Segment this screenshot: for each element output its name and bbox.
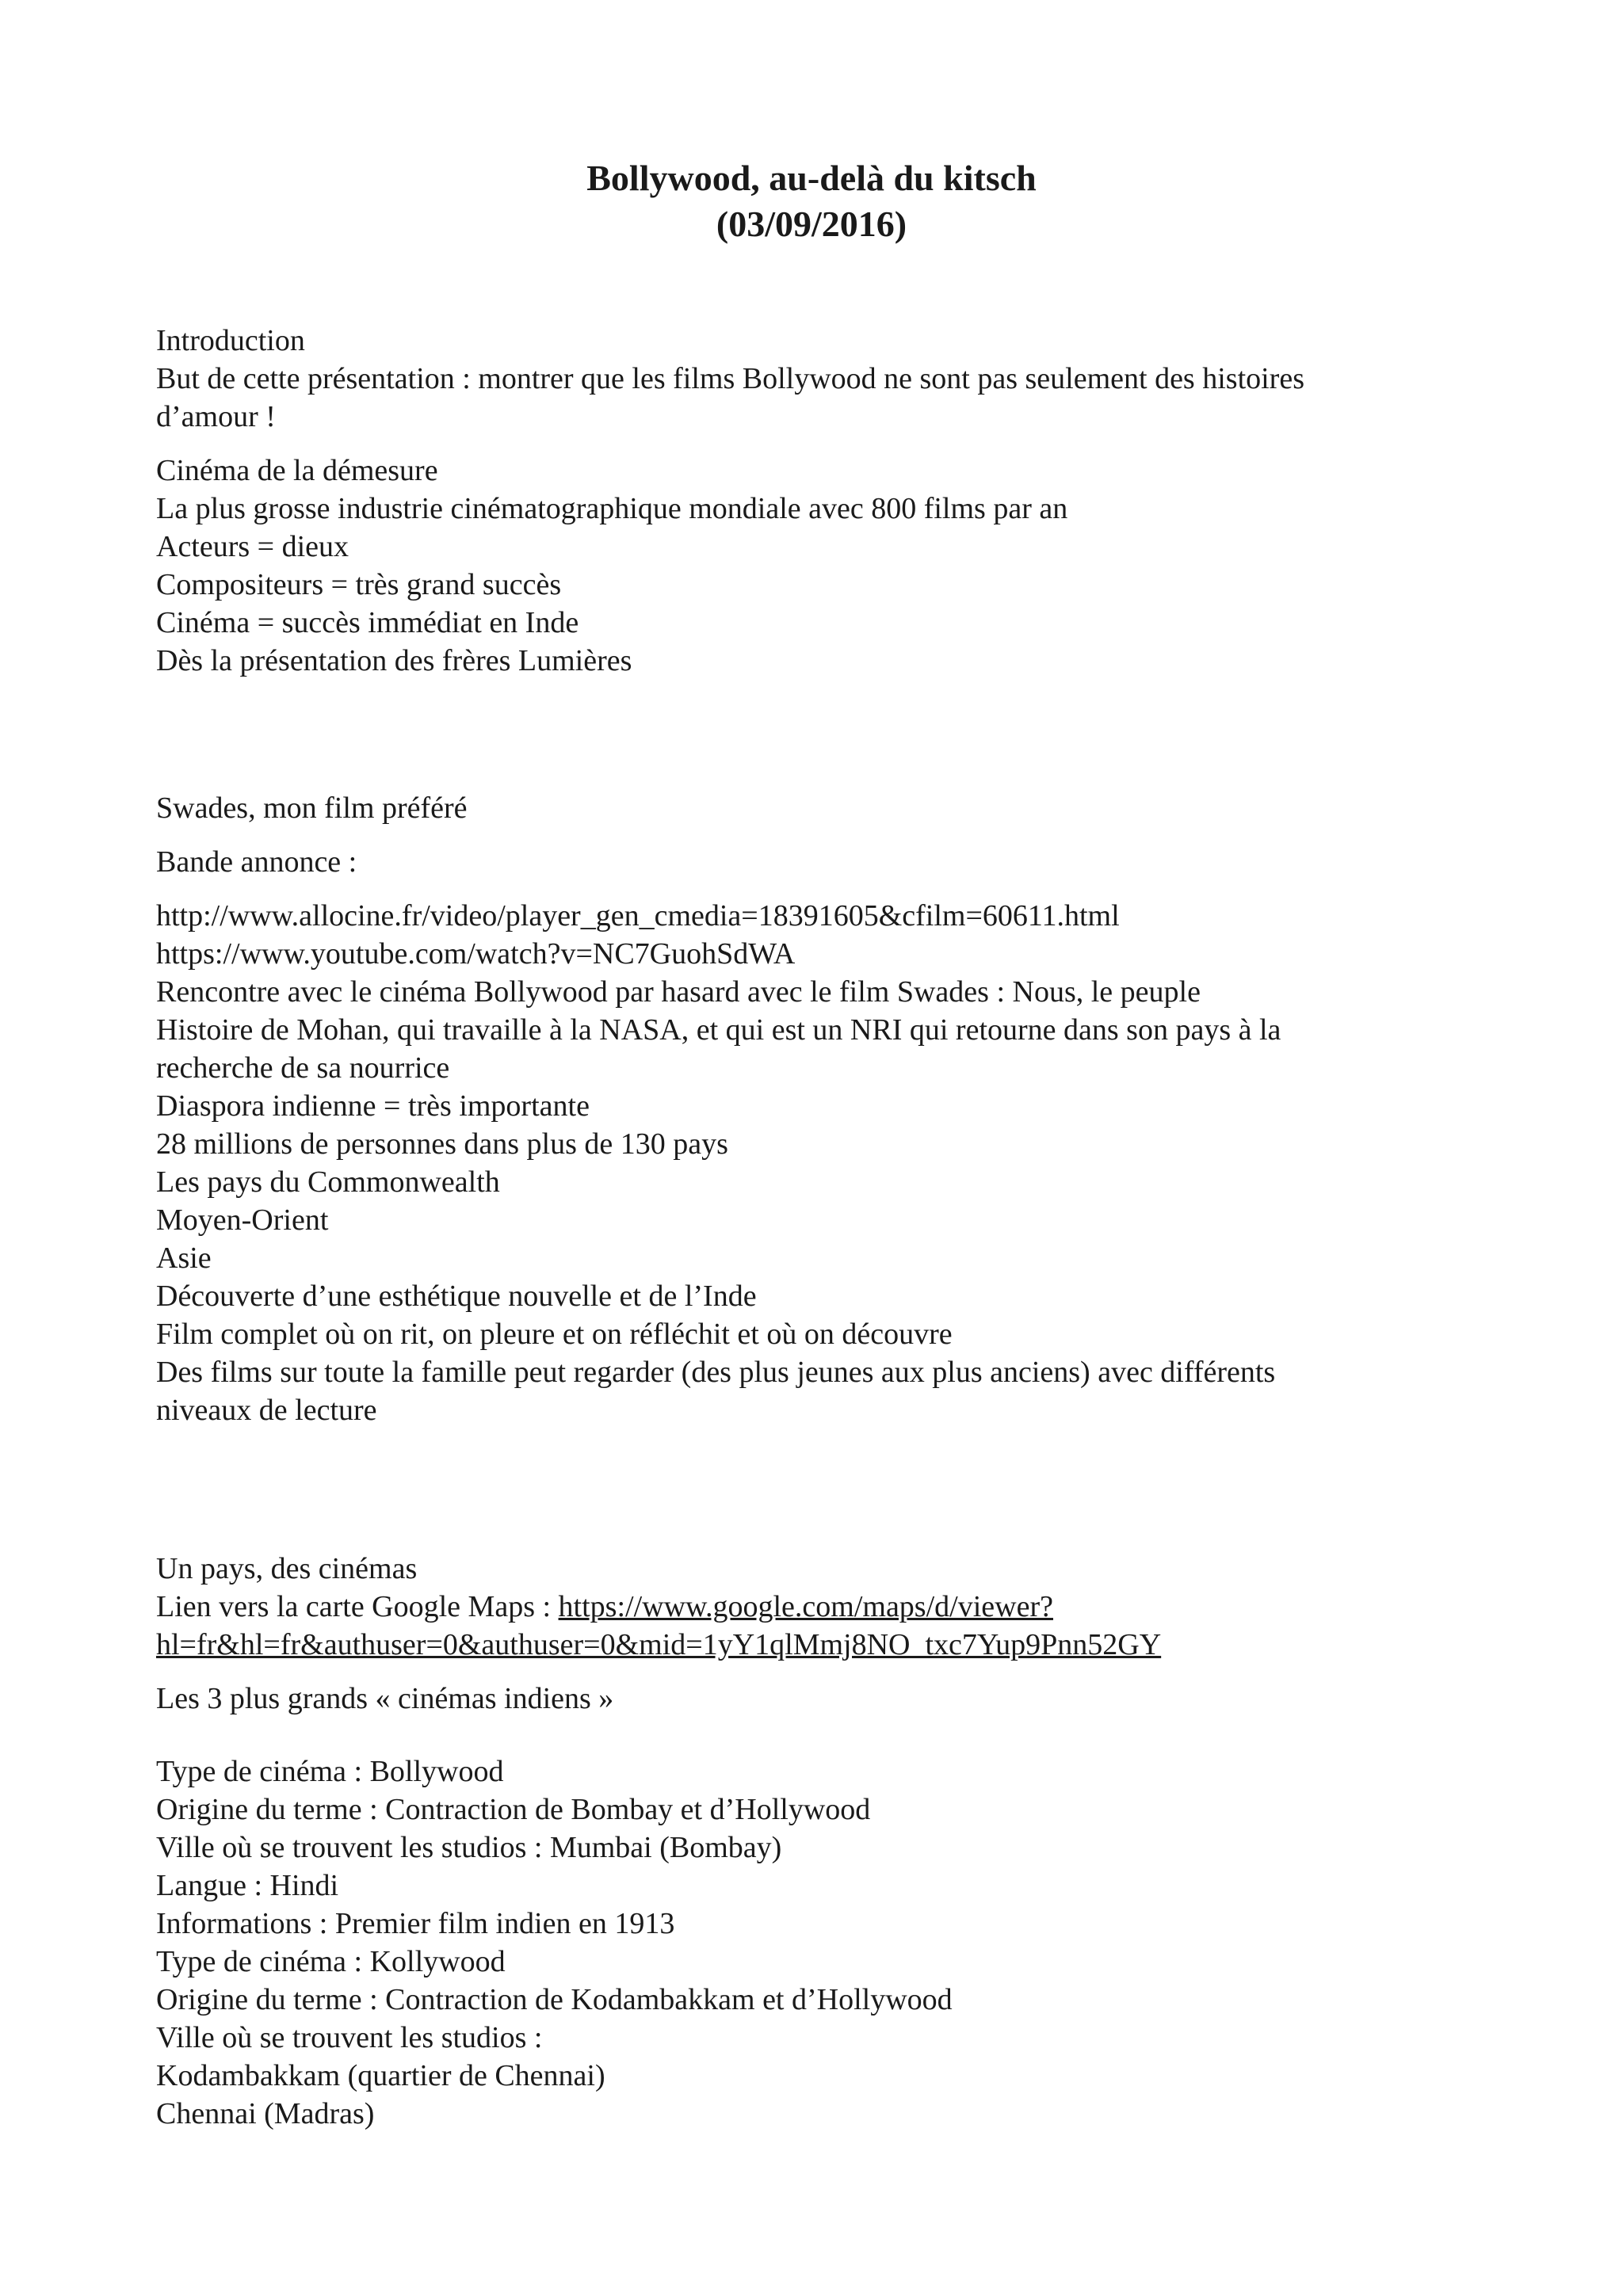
swades-line: Asie <box>156 1241 212 1275</box>
swades-line: Rencontre avec le cinéma Bollywood par hasard avec le film Swades : Nous, le peuple <box>156 975 1201 1009</box>
top3-label: Les 3 plus grands « cinémas indiens » <box>156 1682 614 1715</box>
demesure-line: Cinéma = succès immédiat en Inde <box>156 606 579 639</box>
cinema-info-line: Type de cinéma : Bollywood <box>156 1755 504 1788</box>
google-maps-link[interactable]: https://www.google.com/maps/d/viewer? <box>558 1590 1053 1623</box>
swades-line: Découverte d’une esthétique nouvelle et de l’Inde <box>156 1280 757 1313</box>
swades-line: Diaspora indienne = très importante <box>156 1089 590 1123</box>
swades-heading: Swades, mon film préféré <box>156 791 468 825</box>
demesure-line: La plus grosse industrie cinématographique mondiale avec 800 films par an <box>156 492 1068 525</box>
document-date: (03/09/2016) <box>716 204 907 244</box>
swades-line: Les pays du Commonwealth <box>156 1165 500 1199</box>
intro-heading: Introduction <box>156 324 305 357</box>
cinema-info-line: Origine du terme : Contraction de Kodambakkam et d’Hollywood <box>156 1983 953 2016</box>
demesure-line: Acteurs = dieux <box>156 530 349 563</box>
demesure-line: Dès la présentation des frères Lumières <box>156 644 632 677</box>
cinema-info-line: Chennai (Madras) <box>156 2097 375 2130</box>
demesure-heading: Cinéma de la démesure <box>156 454 438 487</box>
swades-line: Film complet où on rit, on pleure et on réfléchit et où on découvre <box>156 1318 953 1351</box>
cinema-info-line: Langue : Hindi <box>156 1869 339 1902</box>
youtube-trailer-url: https://www.youtube.com/watch?v=NC7GuohSdWA <box>156 937 796 971</box>
document-header <box>0 155 1623 247</box>
cinema-info-line: Ville où se trouvent les studios : Mumbai (Bombay) <box>156 1831 782 1864</box>
swades-line: Histoire de Mohan, qui travaille à la NASA, et qui est un NRI qui retourne dans son pays à la <box>156 1013 1281 1047</box>
trailer-label: Bande annonce : <box>156 845 357 879</box>
map-link-label: Lien vers la carte Google Maps : <box>156 1590 559 1623</box>
demesure-line: Compositeurs = très grand succès <box>156 568 562 601</box>
google-maps-link-continued[interactable]: hl=fr&hl=fr&authuser=0&authuser=0&mid=1yY1qlMmj8NO_txc7Yup9Pnn52GY <box>156 1628 1162 1661</box>
swades-line: Moyen-Orient <box>156 1203 329 1237</box>
swades-line: niveaux de lecture <box>156 1394 377 1427</box>
cinema-info-line: Kodambakkam (quartier de Chennai) <box>156 2059 605 2092</box>
cinema-info-line: Ville où se trouvent les studios : <box>156 2021 543 2054</box>
map-link-row <box>156 1588 1053 1626</box>
cinema-info-line: Origine du terme : Contraction de Bombay et d’Hollywood <box>156 1793 871 1826</box>
intro-purpose-line-1: But de cette présentation : montrer que les films Bollywood ne sont pas seulement des histoires <box>156 362 1304 395</box>
cinemas-heading: Un pays, des cinémas <box>156 1552 418 1585</box>
swades-line: recherche de sa nourrice <box>156 1051 450 1085</box>
swades-line: Des films sur toute la famille peut regarder (des plus jeunes aux plus anciens) avec différents <box>156 1356 1276 1389</box>
document-title: Bollywood, au-delà du kitsch <box>586 158 1037 198</box>
cinema-info-line: Type de cinéma : Kollywood <box>156 1945 506 1978</box>
intro-purpose-line-2: d’amour ! <box>156 400 276 433</box>
allocine-trailer-url: http://www.allocine.fr/video/player_gen_cmedia=18391605&cfilm=60611.html <box>156 899 1120 933</box>
cinema-info-line: Informations : Premier film indien en 1913 <box>156 1907 675 1940</box>
swades-line: 28 millions de personnes dans plus de 130 pays <box>156 1127 728 1161</box>
